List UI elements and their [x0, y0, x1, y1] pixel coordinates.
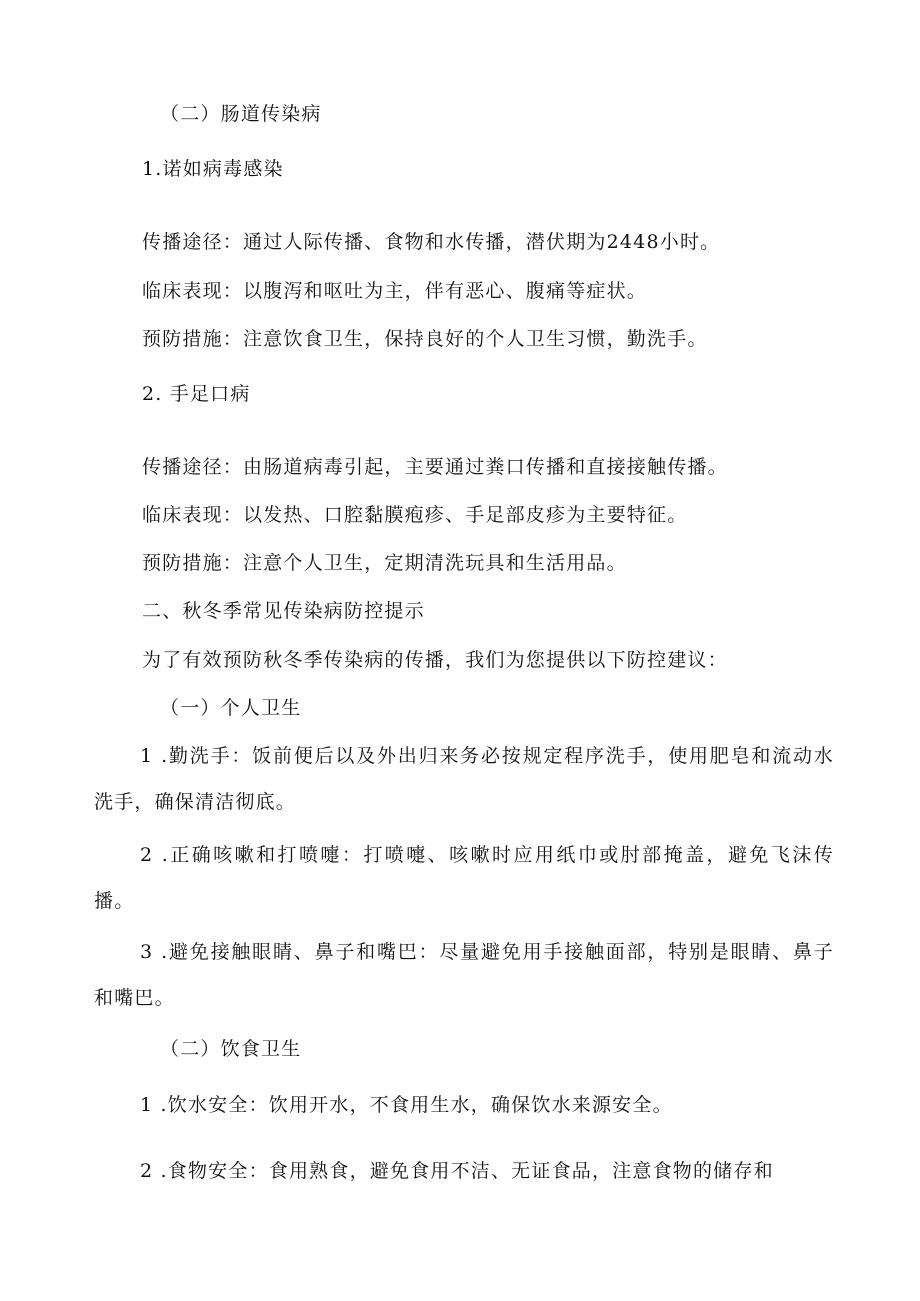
personal-hygiene-item-3: 3 .避免接触眼睛、鼻子和嘴巴：尽量避免用手接触面部，特别是眼睛、鼻子和嘴巴。: [94, 941, 834, 1009]
subheading-personal-hygiene: （一）个人卫生: [160, 697, 302, 719]
personal-hygiene-item-1: 1 .勤洗手：饭前便后以及外出归来务必按规定程序洗手，使用肥皂和流动水洗手，确保清洁彻底。: [94, 745, 834, 813]
tips-intro: 为了有效预防秋冬季传染病的传播，我们为您提供以下防控建议：: [142, 649, 728, 671]
subheading-hfmd: 2. 手足口病: [142, 383, 251, 405]
personal-hygiene-item-2: 2 .正确咳嗽和打喷嚏：打喷嚏、咳嗽时应用纸巾或肘部掩盖，避免飞沫传播。: [94, 844, 834, 912]
hfmd-symptoms: 临床表现：以发热、口腔黏膜疱疹、手足部皮疹为主要特征。: [142, 504, 688, 526]
subheading-norovirus: 1.诺如病毒感染: [142, 158, 284, 180]
norovirus-transmission: 传播途径：通过人际传播、食物和水传播，潜伏期为2448小时。: [142, 231, 721, 253]
section-heading-tips: 二、秋冬季常见传染病防控提示: [142, 600, 425, 622]
hfmd-prevention: 预防措施：注意个人卫生，定期清洗玩具和生活用品。: [142, 552, 627, 574]
food-hygiene-item-1: 1 .饮水安全：饮用开水，不食用生水，确保饮水来源安全。: [140, 1094, 673, 1116]
norovirus-prevention: 预防措施：注意饮食卫生，保持良好的个人卫生习惯，勤洗手。: [142, 328, 708, 350]
section-heading-intestinal: （二）肠道传染病: [160, 103, 322, 125]
hfmd-transmission: 传播途径：由肠道病毒引起，主要通过粪口传播和直接接触传播。: [142, 456, 728, 478]
food-hygiene-item-2: 2 .食物安全：食用熟食，避免食用不洁、无证食品，注意食物的储存和: [140, 1160, 774, 1182]
subheading-food-hygiene: （二）饮食卫生: [160, 1038, 302, 1060]
norovirus-symptoms: 临床表现：以腹泻和呕吐为主，伴有恶心、腹痛等症状。: [142, 280, 648, 302]
